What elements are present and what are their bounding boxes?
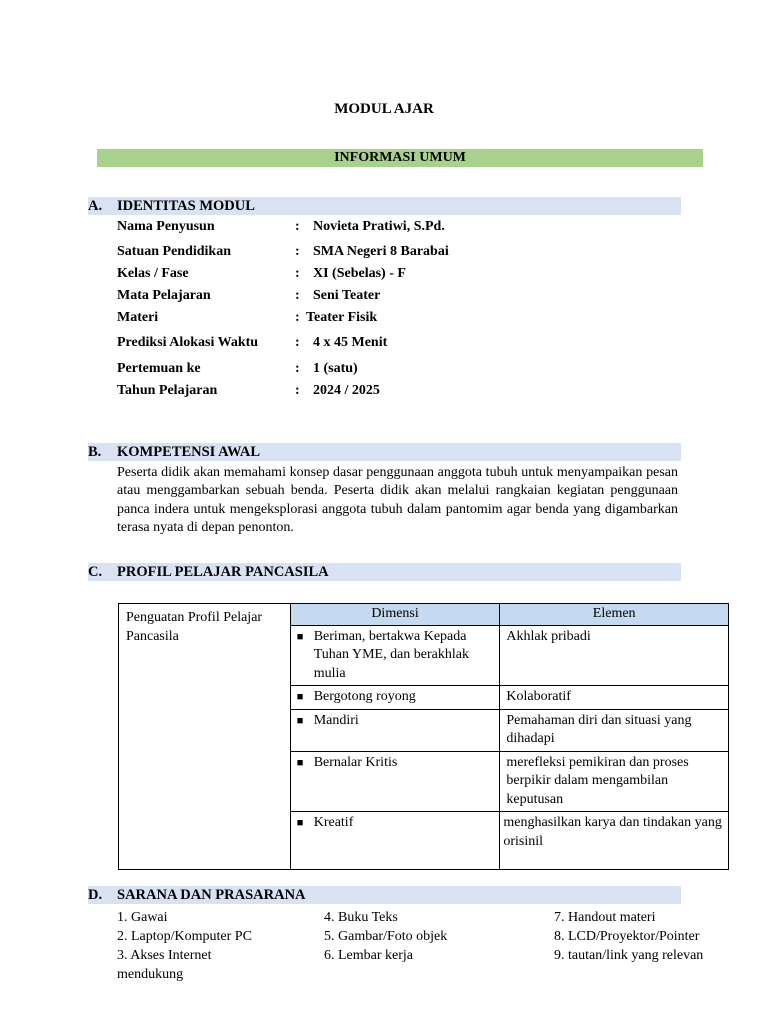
elemen-cell: Kolaboratif <box>500 686 729 710</box>
identitas-label: Prediksi Alokasi Waktu <box>117 335 259 350</box>
identitas-label: Pertemuan ke <box>117 361 201 376</box>
section-d-header <box>88 886 681 904</box>
bullet-icon: ■ <box>296 691 304 703</box>
sarana-item: 6. Lembar kerja <box>324 948 414 963</box>
dimensi-text: Beriman, bertakwa Kepada Tuhan YME, dan berakhlak mulia <box>313 628 469 681</box>
sarana-item: 2. Laptop/Komputer PC <box>117 929 252 944</box>
identitas-colon: : <box>295 219 300 234</box>
dimensi-cell <box>290 751 500 812</box>
section-c-letter: C. <box>88 564 103 580</box>
sarana-item: 9. tautan/link yang relevan <box>554 948 704 963</box>
sarana-item: 5. Gambar/Foto objek <box>324 929 448 944</box>
identitas-label: Satuan Pendidikan <box>117 244 231 259</box>
bullet-icon: ■ <box>296 630 304 643</box>
identitas-label: Materi <box>117 310 159 325</box>
identitas-value: Novieta Pratiwi, S.Pd. <box>313 219 445 234</box>
section-c-header <box>88 563 681 581</box>
elemen-header: Elemen <box>500 604 729 626</box>
sarana-item: 4. Buku Teks <box>324 910 398 925</box>
identitas-label: Tahun Pelajaran <box>117 383 218 398</box>
sarana-item: 3. Akses Internet <box>117 948 212 963</box>
identitas-colon: : <box>295 383 300 398</box>
sarana-item: 7. Handout materi <box>554 910 656 925</box>
identitas-value: Seni Teater <box>313 288 381 303</box>
dimensi-text: Mandiri <box>313 712 359 728</box>
elemen-cell: merefleksi pemikiran dan proses berpikir dalam mengambilan keputusan <box>500 751 729 812</box>
sarana-column-1 <box>117 908 252 984</box>
identitas-value: XI (Sebelas) - F <box>313 266 406 281</box>
identitas-colon: : <box>295 288 300 303</box>
identitas-label: Mata Pelajaran <box>117 288 211 303</box>
dimensi-cell <box>290 709 500 751</box>
identitas-colon: : <box>295 266 300 281</box>
identitas-label: Nama Penyusun <box>117 219 215 234</box>
section-b-header <box>88 443 681 461</box>
identitas-value: Teater Fisik <box>306 310 378 325</box>
identitas-colon: : <box>295 310 300 325</box>
bullet-icon: ■ <box>296 756 304 769</box>
section-a-title: IDENTITAS MODUL <box>117 198 255 214</box>
table-header-row <box>119 604 729 626</box>
section-d-letter: D. <box>88 887 103 903</box>
sarana-item: 8. LCD/Proyektor/Pointer <box>554 929 700 944</box>
bullet-icon: ■ <box>296 817 304 829</box>
document-title: MODUL AJAR <box>334 101 434 117</box>
dimensi-text: Kreatif <box>313 815 354 830</box>
sarana-column-3 <box>554 908 703 965</box>
identitas-colon: : <box>295 335 300 350</box>
dimensi-cell <box>290 625 500 686</box>
dimensi-header: Dimensi <box>290 604 500 626</box>
profil-pancasila-table <box>118 603 729 870</box>
sarana-item: 1. Gawai <box>117 910 168 925</box>
section-a-header <box>88 197 681 215</box>
dimensi-text: Bergotong royong <box>313 689 416 704</box>
elemen-cell: menghasilkan karya dan tindakan yang orisinil <box>500 812 729 870</box>
identitas-value: 4 x 45 Menit <box>313 335 388 350</box>
section-c-title: PROFIL PELAJAR PANCASILA <box>117 564 329 580</box>
section-d-title: SARANA DAN PRASARANA <box>117 887 306 903</box>
sarana-column-2 <box>324 908 447 965</box>
dimensi-cell <box>290 686 500 710</box>
identitas-value: 1 (satu) <box>313 361 358 376</box>
info-umum-header: INFORMASI UMUM <box>97 149 703 167</box>
identitas-value: 2024 / 2025 <box>313 383 380 398</box>
identitas-label: Kelas / Fase <box>117 266 189 281</box>
identitas-value: SMA Negeri 8 Barabai <box>313 244 449 259</box>
section-b-letter: B. <box>88 444 102 460</box>
dimensi-cell <box>290 812 500 870</box>
profil-row-label: Penguatan Profil Pelajar Pancasila <box>119 604 291 870</box>
elemen-cell: Pemahaman diri dan situasi yang dihadapi <box>500 709 729 751</box>
identitas-colon: : <box>295 361 300 376</box>
bullet-icon: ■ <box>296 714 304 727</box>
section-b-title: KOMPETENSI AWAL <box>117 444 261 460</box>
dimensi-text: Bernalar Kritis <box>313 754 398 770</box>
elemen-cell: Akhlak pribadi <box>500 625 729 686</box>
section-a-letter: A. <box>88 198 103 214</box>
sarana-item: mendukung <box>117 967 184 982</box>
kompetensi-awal-paragraph: Peserta didik akan memahami konsep dasar penggunaan anggota tubuh untuk menyampaikan pesan atau menggambarkan sebuah benda. Peserta didik akan melalui rangkaian kegiatan penggunaan panca indera untuk mengeksplorasi anggota tubuh dalam pantomim agar benda yang digambarkan terasa nyata di depan penonton. <box>117 465 678 535</box>
identitas-colon: : <box>295 244 300 259</box>
